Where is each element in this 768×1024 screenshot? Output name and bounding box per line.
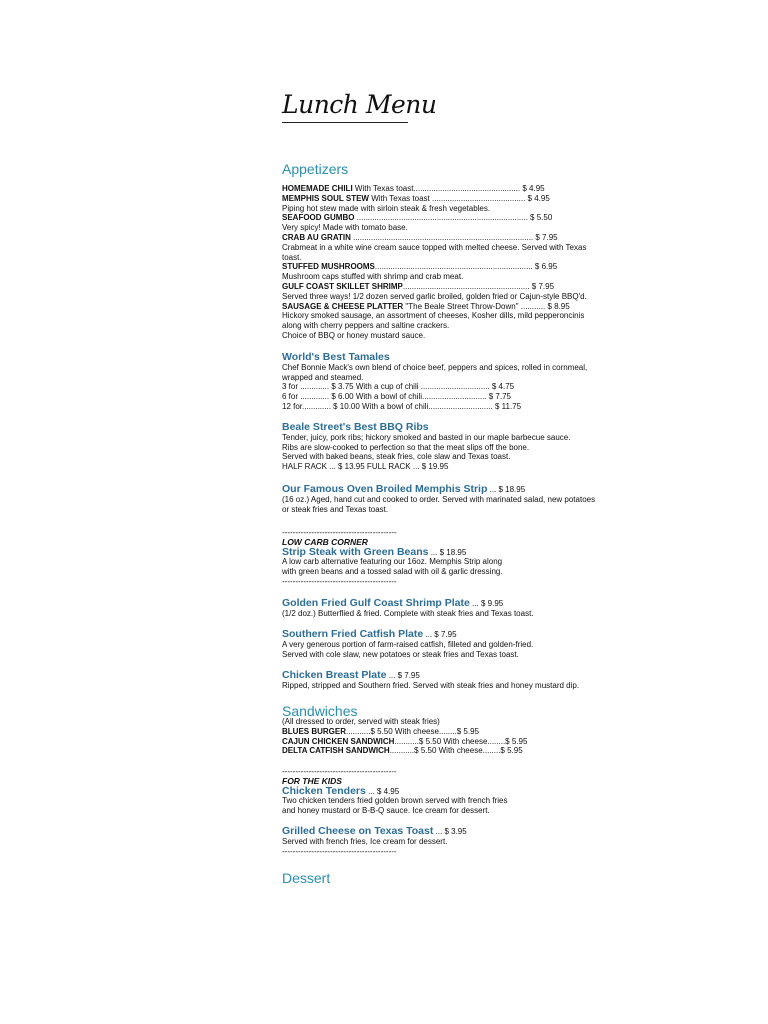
subsection-label: FOR THE KIDS [282, 775, 342, 786]
section-dessert: Dessert [282, 870, 331, 886]
dish-heading: Our Famous Oven Broiled Memphis Strip ... $ 18.95 [282, 483, 526, 495]
item-description: (16 oz.) Aged, hand cut and cooked to order. Served with marinated salad, new potatoes [282, 494, 596, 504]
section-appetizers: Appetizers [282, 161, 349, 177]
item-description: Chef Bonnie Mack's own blend of choice beef, peppers and spices, rolled in cornmeal, [282, 362, 588, 372]
catfish-block [282, 630, 682, 659]
lowcarb-block [282, 528, 682, 587]
item-description: A very generous portion of farm-raised catfish, filleted and golden-fried. [282, 639, 534, 649]
gulfshrimp-block [282, 599, 682, 619]
dish-heading: Beale Street's Best BBQ Ribs [282, 421, 429, 433]
item-description: Mushroom caps stuffed with shrimp and crab meat. [282, 272, 464, 282]
strip-block [282, 485, 682, 514]
item-description: with green beans and a tossed salad with oil & garlic dressing. [282, 567, 503, 577]
divider: ------------------------------------------- [282, 846, 397, 856]
item-description: Crabmeat in a white wine cream sauce topped with melted cheese. Served with Texas [282, 242, 587, 252]
ribs-block [282, 423, 682, 472]
tamales-block [282, 353, 682, 412]
item-description: Tender, juicy, pork ribs; hickory smoked and basted in our maple barbecue sauce. [282, 432, 571, 442]
item-description: Piping hot stew made with sirloin steak & fresh vegetables. [282, 203, 491, 213]
item-description: (All dressed to order, served with steak fries) [282, 717, 440, 726]
price-line: 6 for ............. $ 6.00 With a bowl of chili............................. $ 7.75 [282, 392, 511, 402]
section-sandwiches: Sandwiches [282, 703, 358, 719]
item-description: and honey mustard or B-B-Q sauce. Ice cream for dessert. [282, 806, 490, 816]
price-line: 12 for............. $ 10.00 With a bowl of chili............................. $ 11.75 [282, 401, 522, 411]
item-description: Served three ways! 1/2 dozen served garlic broiled, golden fried or Cajun-style BBQ'd. [282, 291, 587, 301]
grilled-block [282, 827, 682, 856]
dish-heading: Golden Fried Gulf Coast Shrimp Plate ... $ 9.95 [282, 597, 504, 609]
item-description: or steak fries and Texas toast. [282, 504, 389, 514]
item-description: Ripped, stripped and Southern fried. Served with steak fries and honey mustard dip. [282, 680, 580, 690]
menu-item: SAUSAGE & CHEESE PLATTER "The Beale Street Throw-Down" ........... $ 8.95 [282, 301, 570, 311]
item-description: Two chicken tenders fried golden brown served with french fries [282, 796, 508, 806]
kids-block [282, 767, 682, 816]
divider: ------------------------------------------- [282, 528, 397, 537]
sandwiches-list [282, 717, 682, 756]
menu-title: Lunch Menu [282, 90, 437, 119]
dish-heading: Southern Fried Catfish Plate ... $ 7.95 [282, 628, 457, 640]
item-description: Ribs are slow-cooked to perfection so that the meat slips off the bone. [282, 442, 530, 452]
item-description: A low carb alternative featuring our 16oz. Memphis Strip along [282, 557, 503, 567]
menu-item: GULF COAST SKILLET SHRIMP......................................................... $ 7.95 [282, 281, 555, 291]
subsection-label: LOW CARB CORNER [282, 536, 368, 547]
dish-heading: Chicken Breast Plate ... $ 7.95 [282, 669, 420, 681]
menu-item: STUFFED MUSHROOMS....................................................................... $ 6.95 [282, 262, 558, 272]
divider: ------------------------------------------- [282, 576, 397, 586]
title-underline [282, 122, 408, 123]
dish-heading: World's Best Tamales [282, 351, 390, 363]
item-description: Hickory smoked sausage, an assortment of cheeses, Kosher dills, mild pepperoncinis [282, 311, 585, 321]
dish-heading: Chicken Tenders ... $ 4.95 [282, 784, 400, 797]
item-description: Served with cole slaw, new potatoes or steak fries and Texas toast. [282, 649, 519, 659]
item-description: wrapped and steamed. [282, 372, 364, 382]
item-description: toast. [282, 252, 302, 262]
item-description: Choice of BBQ or honey mustard sauce. [282, 330, 426, 340]
menu-item: MEMPHIS SOUL STEW With Texas toast .......................................... $ 4.95 [282, 193, 550, 203]
appetizers-list [282, 184, 682, 341]
item-description: along with cherry peppers and saltine crackers. [282, 321, 450, 331]
price-line: 3 for ............. $ 3.75 With a cup of chili ............................... $ 4.75 [282, 382, 515, 392]
menu-item: BLUES BURGER...........$ 5.50 With cheese........$ 5.95 [282, 726, 479, 736]
item-description: Served with baked beans, steak fries, cole slaw and Texas toast. [282, 452, 511, 462]
item-description: (1/2 doz.) Butterflied & fried. Complete with steak fries and Texas toast. [282, 608, 534, 618]
dish-heading: Grilled Cheese on Texas Toast ... $ 3.95 [282, 825, 467, 837]
dish-heading: Strip Steak with Green Beans ... $ 18.95 [282, 545, 467, 558]
divider: ------------------------------------------- [282, 767, 397, 776]
menu-item: HOMEMADE CHILI With Texas toast................................................ $ 4.95 [282, 184, 545, 193]
item-description: Served with french fries, Ice cream for dessert. [282, 836, 448, 846]
menu-item: CAJUN CHICKEN SANDWICH...........$ 5.50 With cheese........$ 5.95 [282, 736, 528, 746]
chicken-block [282, 671, 682, 691]
menu-item: DELTA CATFISH SANDWICH...........$ 5.50 With cheese........$ 5.95 [282, 746, 523, 756]
item-description: Very spicy! Made with tomato base. [282, 223, 408, 233]
menu-item: CRAB AU GRATIN ................................................................................. $ 7.95 [282, 232, 558, 242]
menu-item: SEAFOOD GUMBO ............................................................................. $ 5.50 [282, 213, 553, 223]
price-line: HALF RACK ... $ 13.95 FULL RACK ... $ 19.95 [282, 462, 449, 472]
